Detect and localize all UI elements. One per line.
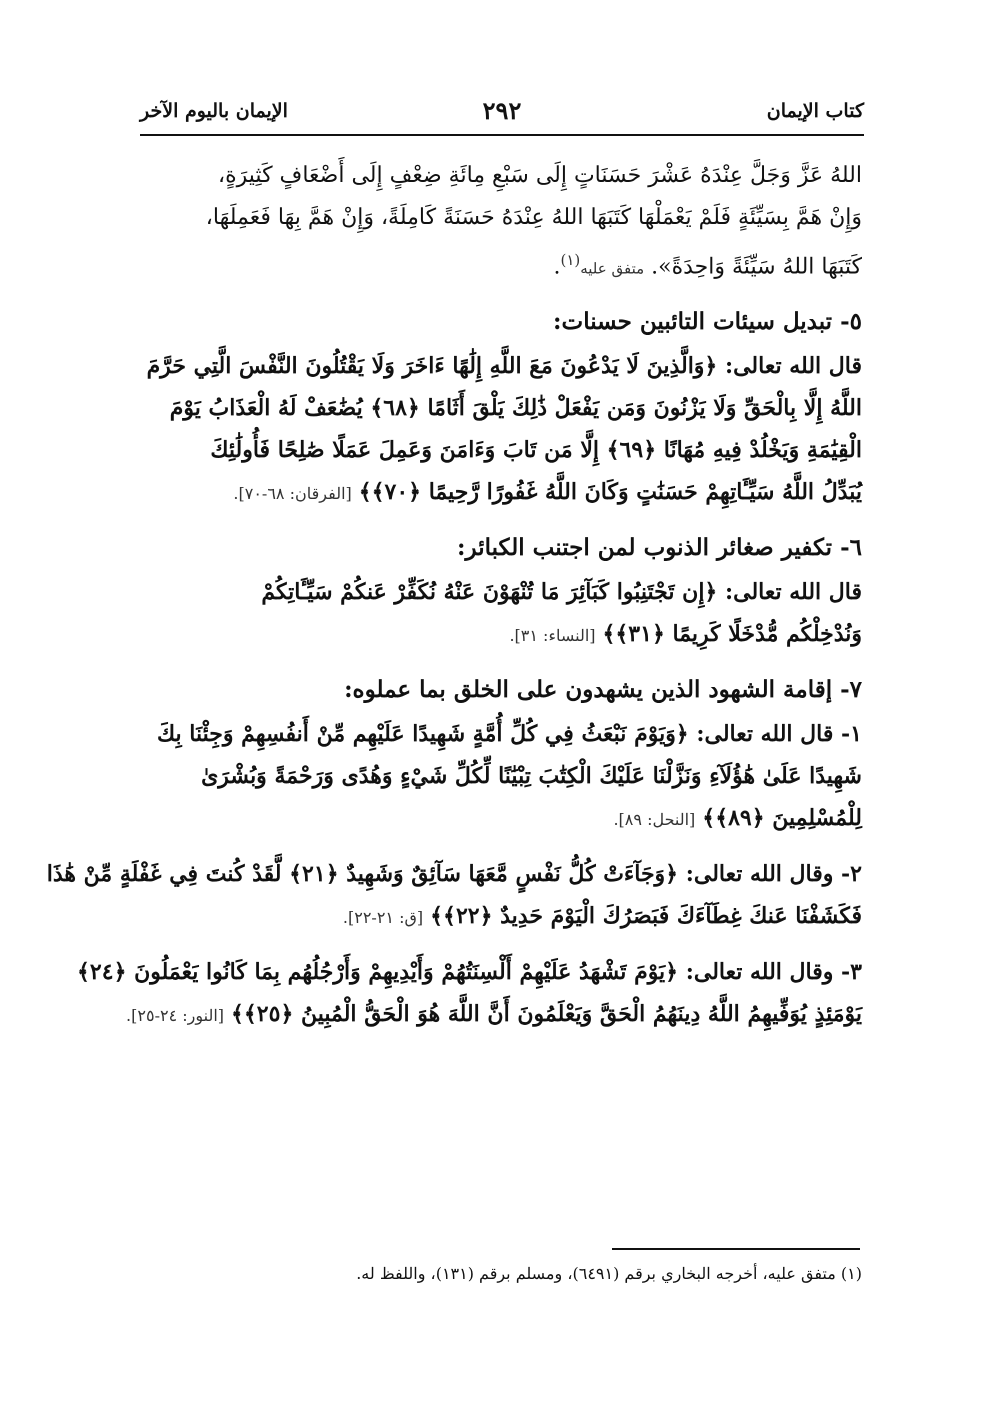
verse-line <box>140 797 862 841</box>
full-stop: . <box>553 254 561 280</box>
verse-reference: [النساء: ٣١]. <box>509 626 596 646</box>
verse-text: يُبَدِّلُ اللَّهُ سَيِّـَٔاتِهِمْ حَسَنَٰتٍ وَكَانَ اللَّهُ غَفُورًا رَّحِيمًا ﴿٧٠﴾﴾ <box>358 479 862 506</box>
text-line <box>140 239 862 289</box>
main-text <box>46 155 862 1037</box>
verse-reference: [النحل: ٨٩]. <box>613 810 696 830</box>
verse-line: ٢- وقال الله تعالى: ﴿وَجَآءَتْ كُلُّ نَفْسٍ مَّعَهَا سَآئِقٌ وَشَهِيدٌ ﴿٢١﴾ لَّقَدْ كُنتَ فِي غَفْلَةٍ مِّنْ هَٰذَا <box>46 861 862 888</box>
verse-reference: [ق: ٢١-٢٢]. <box>342 908 424 928</box>
verse-line: اللَّهُ إِلَّا بِالْحَقِّ وَلَا يَزْنُونَ وَمَن يَفْعَلْ ذَٰلِكَ يَلْقَ أَثَامًا ﴿٦٨﴾ يُضَٰعَفْ لَهُ الْعَذَابُ يَوْمَ <box>169 395 862 422</box>
verse-text: يَوْمَئِذٍ يُوَفِّيهِمُ اللَّهُ دِينَهُمُ الْحَقَّ وَيَعْلَمُونَ أَنَّ اللَّهَ هُوَ الْحَقُّ الْمُبِينُ ﴿٢٥﴾﴾ <box>231 1001 862 1028</box>
verse-line: الْقِيَٰمَةِ وَيَخْلُدْ فِيهِ مُهَانًا ﴿٦٩﴾ إِلَّا مَن تَابَ وَءَامَنَ وَعَمِلَ عَمَلًا صَٰلِحًا فَأُولَٰئِكَ <box>210 437 862 464</box>
verse-line: ١- قال الله تعالى: ﴿وَيَوْمَ نَبْعَثُ فِي كُلِّ أُمَّةٍ شَهِيدًا عَلَيْهِم مِّنْ أَنفُسِهِمْ وَجِئْنَا بِكَ <box>156 721 862 748</box>
verse-reference: [النور: ٢٤-٢٥]. <box>126 1006 225 1026</box>
section-heading-5: ٥- تبديل سيئات التائبين حسنات: <box>553 308 862 336</box>
verse-line: قال الله تعالى: ﴿إِن تَجْتَنِبُوا كَبَآئِرَ مَا تُنْهَوْنَ عَنْهُ نُكَفِّرْ عَنكُمْ سَيِّـَٔاتِكُمْ <box>261 579 862 606</box>
grading: متفق عليه <box>580 259 645 278</box>
verse-line: قال الله تعالى: ﴿وَالَّذِينَ لَا يَدْعُونَ مَعَ اللَّهِ إِلَٰهًا ءَاخَرَ وَلَا يَقْتُلُونَ النَّفْسَ الَّتِي حَرَّمَ <box>146 353 862 380</box>
header-rule <box>140 134 864 136</box>
page-header <box>140 96 864 130</box>
text-line: اللهُ عَزَّ وَجَلَّ عِنْدَهُ عَشْرَ حَسَنَاتٍ إِلَى سَبْعِ مِائَةِ ضِعْفٍ إِلَى أَضْعَافٍ كَثِيرَةٍ، <box>218 163 862 188</box>
section-heading-6: ٦- تكفير صغائر الذنوب لمن اجتنب الكبائر: <box>457 534 862 562</box>
footnote: (١) متفق عليه، أخرجه البخاري برقم (٦٤٩١)، ومسلم برقم (١٣١)، واللفظ له. <box>356 1264 862 1283</box>
book-title: كتاب الإيمان <box>766 100 864 122</box>
verse-text: لِلْمُسْلِمِينَ ﴿٨٩﴾﴾ <box>702 805 862 832</box>
verse-text: فَكَشَفْنَا عَنكَ غِطَآءَكَ فَبَصَرُكَ الْيَوْمَ حَدِيدٌ ﴿٢٢﴾﴾ <box>430 903 862 930</box>
verse-line <box>140 895 862 939</box>
verse-line: شَهِيدًا عَلَىٰ هَٰؤُلَآءِ وَنَزَّلْنَا عَلَيْكَ الْكِتَٰبَ تِبْيَٰنًا لِّكُلِّ شَيْءٍ وَهُدًى وَرَحْمَةً وَبُشْرَىٰ <box>201 763 862 790</box>
verse-reference: [الفرقان: ٦٨-٧٠]. <box>233 484 352 504</box>
verse-line: ٣- وقال الله تعالى: ﴿يَوْمَ تَشْهَدُ عَلَيْهِمْ أَلْسِنَتُهُمْ وَأَيْدِيهِمْ وَأَرْجُلُهُم بِمَا كَانُوا يَعْمَلُونَ ﴿٢٤﴾ <box>77 959 862 986</box>
footnote-marker: (١) <box>560 251 581 269</box>
verse-line <box>126 993 862 1037</box>
section-heading-7: ٧- إقامة الشهود الذين يشهدون على الخلق بما عملوه: <box>344 676 862 704</box>
page-number: ٢٩٢ <box>482 96 522 125</box>
hadith-end: كَتَبَهَا اللهُ سَيِّئَةً وَاحِدَةً». <box>651 254 862 280</box>
text-line: وَإِنْ هَمَّ بِسَيِّئَةٍ فَلَمْ يَعْمَلْهَا كَتَبَهَا اللهُ عِنْدَهُ حَسَنَةً كَامِلَةً، وَإِنْ هَمَّ بِهَا فَعَمِلَهَا، <box>205 205 862 230</box>
footnote-rule <box>612 1248 860 1250</box>
verse-line <box>140 613 862 657</box>
verse-text: وَنُدْخِلْكُم مُّدْخَلًا كَرِيمًا ﴿٣١﴾﴾ <box>602 621 862 648</box>
verse-line <box>140 471 862 515</box>
chapter-title: الإيمان باليوم الآخر <box>140 100 288 122</box>
